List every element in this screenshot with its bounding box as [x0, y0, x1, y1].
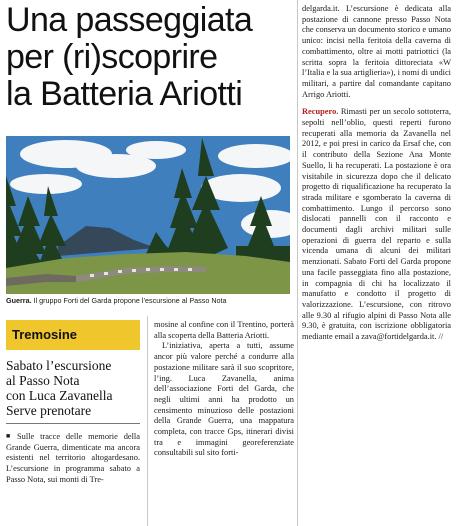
subhead-line-4: Serve prenotare [6, 403, 92, 418]
headline-line-2: per (ri)scoprire [6, 38, 218, 76]
caption-text: Il gruppo Forti del Garda propone l’escursione al Passo Nota [31, 296, 227, 305]
headline [6, 2, 296, 113]
article-column-3 [302, 4, 451, 343]
article-column-2 [154, 320, 294, 459]
column-divider-left [147, 316, 148, 526]
article-column-1 [6, 431, 140, 486]
subheadline [6, 358, 146, 418]
square-bullet-icon: ■ [6, 432, 14, 440]
subhead-line-2: al Passo Nota [6, 373, 80, 388]
subhead-line-1: Sabato l’escursione [6, 358, 112, 373]
column-3-paragraph-1: delgarda.it. L’escursione è dedicata alla postazione di cannone presso Passo Nota che conserva un documento storico e umano unico: incisi nella feritoia della caverna di combattimento, oltre ai motti patriottici (la scritta sopra la feritoia dittoreciata «W l’Italia e la sua artiglieria»), i nomi di undici militari, a partire dal comandante capitano Arrigo Ariotti. [302, 4, 451, 99]
column-2-paragraph-1: mosine al confine con il Trentino, porterà alla scoperta della Batteria Ariotti. [154, 320, 294, 340]
caption-lead: Guerra. [6, 296, 32, 305]
headline-line-1: Una passeggiata [6, 1, 253, 39]
column-3-paragraph-2: Rimasti per un secolo sottoterra, sepolti nell’oblio, questi reperti furono recuperati alla memoria da Zavanella nel 2012, e poi presi in carico da Ersaf che, con il contributo della Sezione Ana Monte Suello, li ha recuperati. La postazione è ora visitabile in sicurezza dopo che il delicato progetto di riqualificazione ha recuperato la strada militare e sgomberato la caverna di combattimento. Lungo il percorso sono dislocati pannelli con il racconto e documenti dagli archivi militari sulle operazioni di guerra del reparto e sulla vicenda umana di alcuni dei militari menzionati. Sabato Forti del Garda propone una facile passeggiata fino alla postazione, in compagnia di chi ha localizzato il manufatto e condotto il progetto di valorizzazione. L’escursione, con ritrovo alle 9.30 al rifugio alpini di Passo Nota alle 9.30, è gratuita, con iscrizione obbligatoria mediante email a zava@fortidelgarda.it. [302, 107, 451, 342]
photo-caption [6, 296, 296, 306]
subhead-rule [6, 423, 140, 424]
article-photo [6, 136, 290, 294]
column-divider-right [297, 0, 298, 526]
column-2-paragraph-2: L’iniziativa, aperta a tutti, assume ancor più valore perché a condurre alla postazione militare sarà il suo scopritore, l’ing. Luca Zavanella, anima dell’associazione Forti del Garda, che negli ultimi anni ha prodotto un censimento minuzioso delle postazioni della Grande Guerra, una mappatura completa, con tracce Gps, itinerari divisi tra e immagini georeferenziate consultabili sul sito forti- [154, 341, 294, 458]
section-tag: Tremosine [6, 320, 140, 350]
column-1-text: Sulle tracce delle memorie della Grande Guerra, dimenticate ma ancora esistenti nel territorio altogardesano. L’escursione in programma sabato a Passo Nota, sui monti di Tre- [6, 432, 140, 484]
subhead-line-3: con Luca Zavanella [6, 388, 113, 403]
headline-line-3: la Batteria Ariotti [6, 75, 243, 113]
end-mark: // [438, 332, 444, 342]
recupero-kicker: Recupero. [302, 107, 339, 117]
